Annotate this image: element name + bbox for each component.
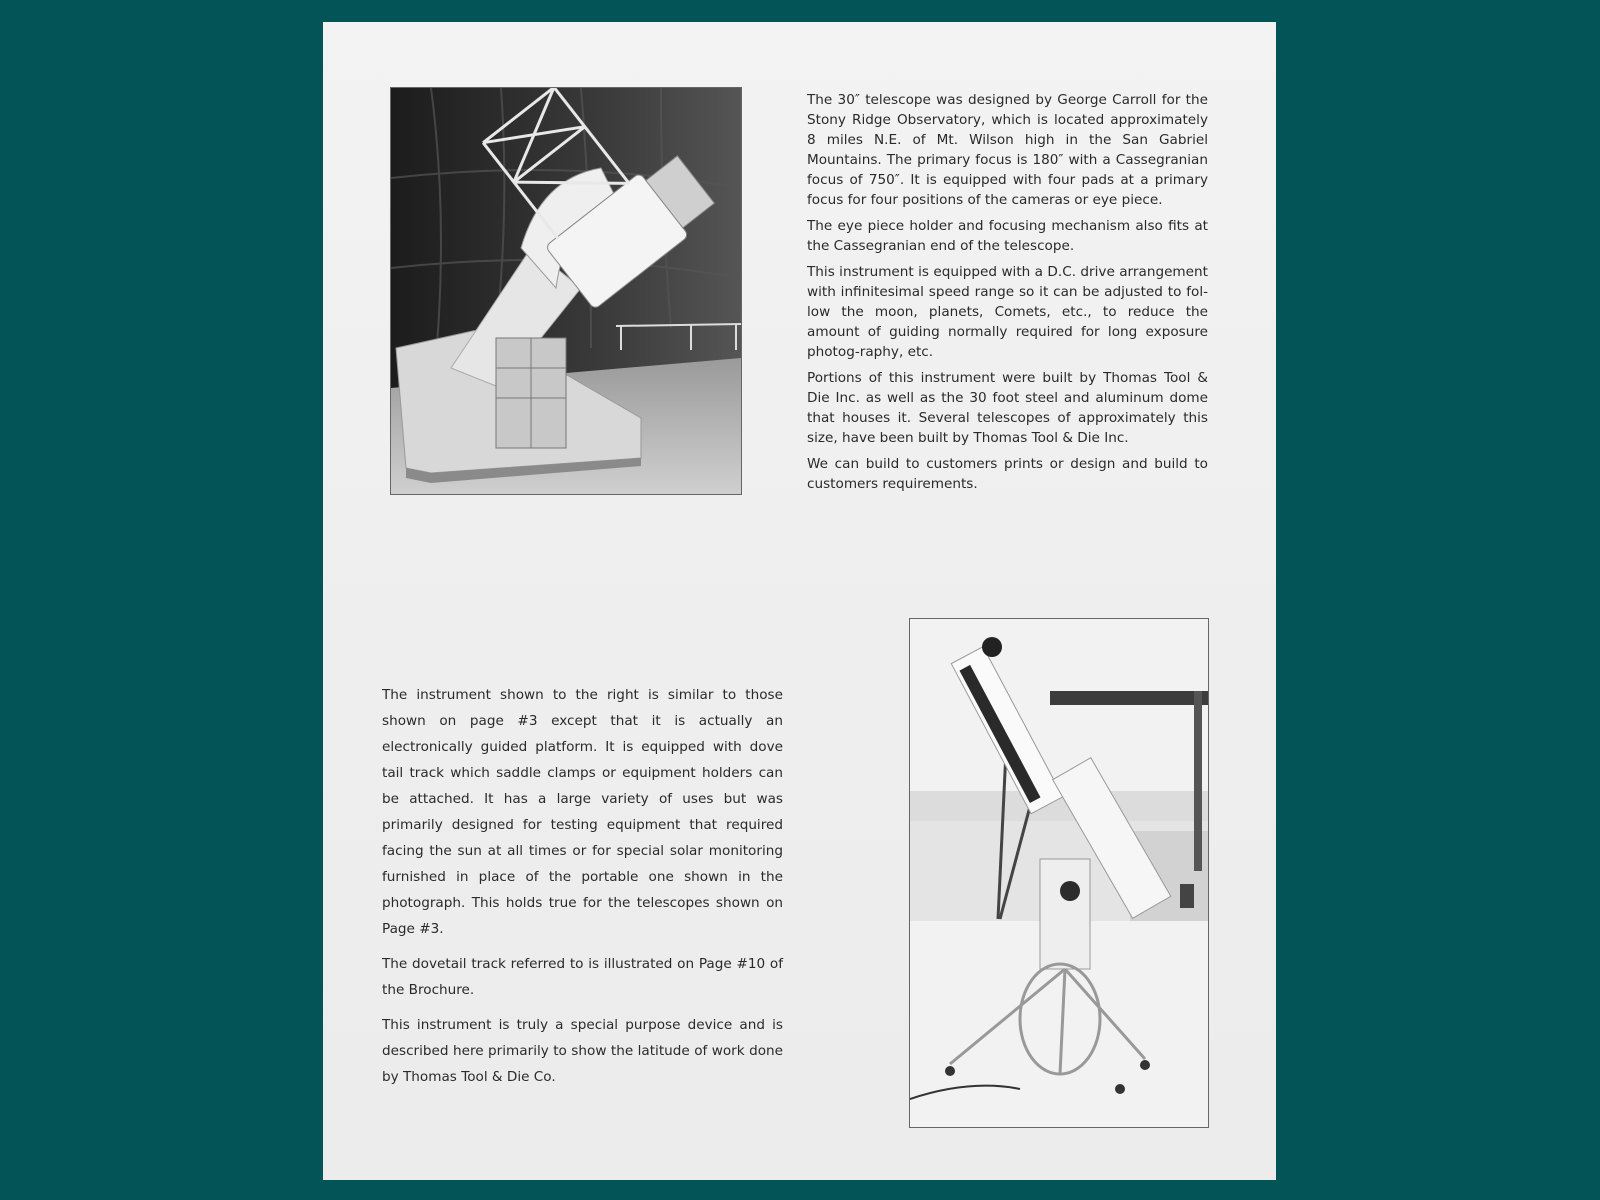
platform-description: [382, 682, 783, 1099]
paragraph: The dovetail track referred to is illustrated on Page #10 of the Brochure.: [382, 956, 783, 998]
paragraph: We can build to customers prints or design and build to customers requirements.: [807, 456, 1208, 492]
paragraph: The eye piece holder and focusing mechanism also fits at the Cassegranian end of the telescope.: [807, 218, 1208, 254]
paragraph: This instrument is truly a special purpose device and is described here primarily to show the latitude of work done by Thomas Tool & Die Co.: [382, 1017, 783, 1085]
telescope-description: [807, 90, 1208, 500]
brochure-page: [323, 22, 1276, 1180]
guided-platform-photo: [909, 618, 1209, 1128]
paragraph: Portions of this instrument were built by Thomas Tool & Die Inc. as well as the 30 foot steel and aluminum dome that houses it. Several telescopes of approximately this size, have been built by Thomas Tool & Die Inc.: [807, 370, 1208, 446]
paragraph: The instrument shown to the right is similar to those shown on page #3 except that it is actually an electronically guided platform. It is equipped with dove tail track which saddle clamps or equipment holders can be attached. It has a large variety of uses but was primarily designed for testing equipment that required facing the sun at all times or for special solar monitoring furnished in place of the portable one shown in the photograph. This holds true for the telescopes shown on Page #3.: [382, 687, 783, 937]
paragraph: This instrument is equipped with a D.C. drive arrangement with infinitesimal speed range so it can be adjusted to fol-low the moon, planets, Comets, etc., to reduce the amount of guiding normally required for long exposure photog-raphy, etc.: [807, 264, 1208, 360]
paragraph: The 30″ telescope was designed by George Carroll for the Stony Ridge Observatory, which is located approximately 8 miles N.E. of Mt. Wilson high in the San Gabriel Mountains. The primary focus is 180″ with a Cassegranian focus of 750″. It is equipped with four pads at a primary focus for four positions of the cameras or eye piece.: [807, 92, 1208, 208]
telescope-photo: [390, 87, 742, 495]
